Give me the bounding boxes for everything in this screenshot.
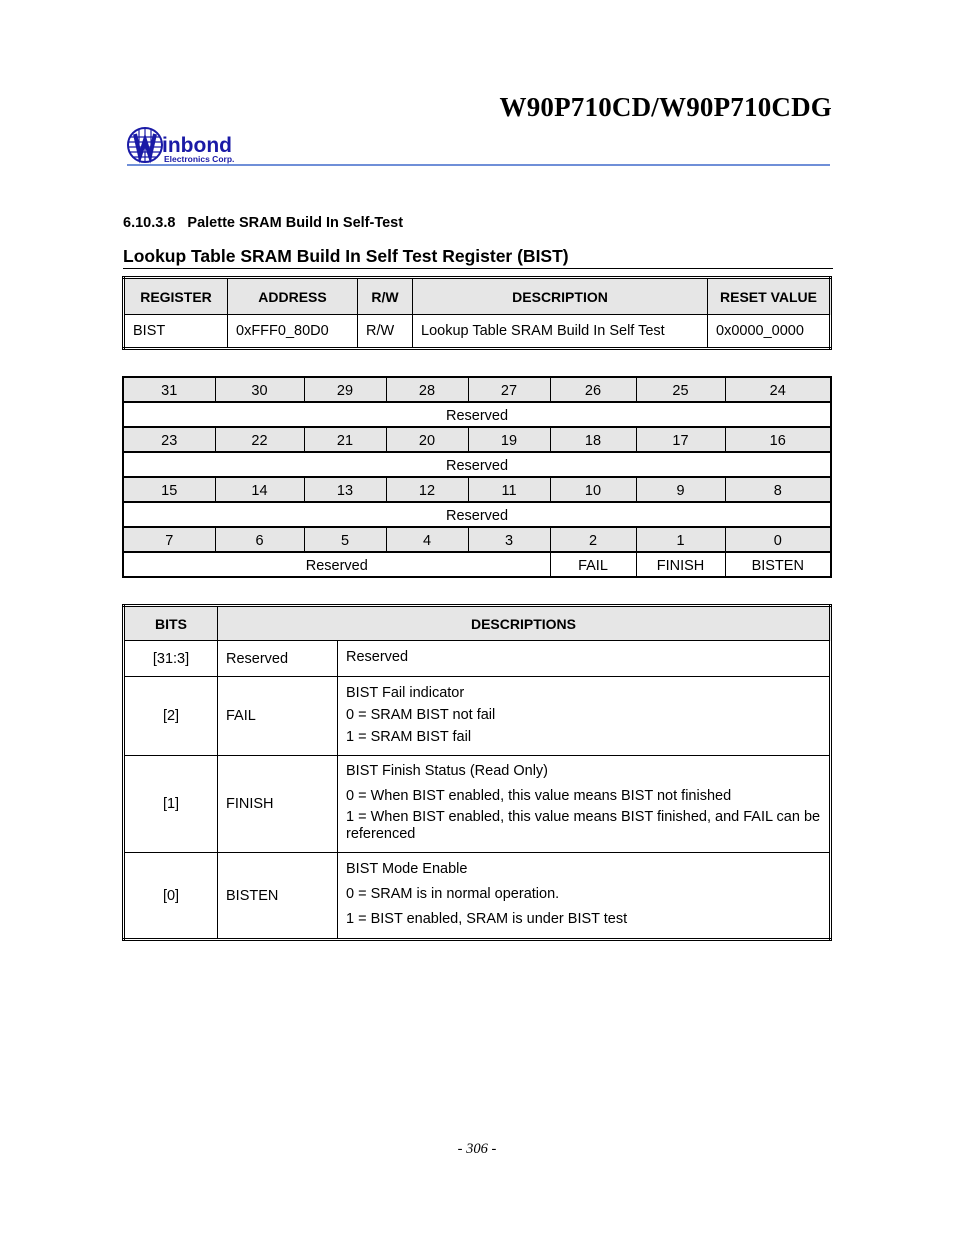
header-bits: BITS [124, 606, 218, 641]
bit-field-fail: FAIL [550, 552, 636, 577]
bit-number-row [123, 427, 831, 452]
bit-field-reserved: Reserved [123, 502, 831, 527]
register-address: 0xFFF0_80D0 [228, 315, 358, 349]
bit-number: 15 [123, 477, 215, 502]
bit-number: 21 [304, 427, 386, 452]
bit-number: 4 [386, 527, 468, 552]
bit-number: 3 [468, 527, 550, 552]
bit-number: 11 [468, 477, 550, 502]
field-name: FINISH [218, 756, 338, 853]
bit-number: 8 [725, 477, 831, 502]
header-description: DESCRIPTION [413, 278, 708, 315]
register-description: Lookup Table SRAM Build In Self Test [413, 315, 708, 349]
description-line: Reserved [346, 649, 409, 665]
field-name: BISTEN [218, 853, 338, 940]
bit-number: 1 [636, 527, 725, 552]
bit-number-row [123, 477, 831, 502]
field-description [338, 641, 831, 677]
field-name: FAIL [218, 677, 338, 756]
bit-number: 26 [550, 377, 636, 402]
register-title: Lookup Table SRAM Build In Self Test Register (BIST) [123, 246, 569, 266]
header-address: ADDRESS [228, 278, 358, 315]
bit-field-reserved: Reserved [123, 552, 550, 577]
bit-field-row [123, 402, 831, 427]
bit-field-row [123, 552, 831, 577]
bit-number: 18 [550, 427, 636, 452]
bit-number: 27 [468, 377, 550, 402]
bit-range: [1] [124, 756, 218, 853]
description-line: 1 = SRAM BIST fail [346, 728, 472, 745]
field-description [338, 853, 831, 940]
bit-number: 16 [725, 427, 831, 452]
description-line: BIST Finish Status (Read Only) [346, 763, 549, 779]
bit-number: 13 [304, 477, 386, 502]
register-table-header [124, 278, 831, 315]
bit-field-row [123, 452, 831, 477]
bit-number: 7 [123, 527, 215, 552]
bit-field-reserved: Reserved [123, 452, 831, 477]
description-line: BIST Mode Enable [346, 861, 468, 877]
bit-number: 2 [550, 527, 636, 552]
bit-field-reserved: Reserved [123, 402, 831, 427]
bit-number: 20 [386, 427, 468, 452]
header-reset-value: RESET VALUE [708, 278, 831, 315]
description-line: 0 = SRAM is in normal operation. [346, 886, 560, 902]
bit-number: 23 [123, 427, 215, 452]
document-title: W90P710CD/W90P710CDG [499, 92, 832, 122]
section-heading [123, 215, 403, 231]
bit-number: 29 [304, 377, 386, 402]
bit-number: 19 [468, 427, 550, 452]
bit-field-bisten: BISTEN [725, 552, 831, 577]
field-description [338, 677, 831, 756]
field-name: Reserved [218, 641, 338, 677]
description-line: 0 = When BIST enabled, this value means BIST not finished [346, 788, 732, 804]
bit-number: 28 [386, 377, 468, 402]
section-number: 6.10.3.8 [123, 215, 176, 231]
register-table [122, 276, 832, 350]
bit-number: 0 [725, 527, 831, 552]
bit-number: 31 [123, 377, 215, 402]
bit-number: 24 [725, 377, 831, 402]
bit-range: [2] [124, 677, 218, 756]
register-title-underline [123, 268, 833, 269]
description-line: 1 = When BIST enabled, this value means BIST finished, and FAIL can be referenced [346, 809, 821, 842]
header-descriptions: DESCRIPTIONS [218, 606, 831, 641]
bit-number: 30 [215, 377, 304, 402]
bit-number: 14 [215, 477, 304, 502]
field-description [338, 756, 831, 853]
page-number: - 306 - [457, 1141, 497, 1157]
bit-number: 6 [215, 527, 304, 552]
bit-number: 17 [636, 427, 725, 452]
table-row [124, 756, 831, 853]
bit-range: [31:3] [124, 641, 218, 677]
winbond-logo [127, 125, 257, 167]
bit-number-row [123, 527, 831, 552]
table-row [124, 853, 831, 940]
bit-field-row [123, 502, 831, 527]
description-line: 0 = SRAM BIST not fail [346, 706, 496, 723]
table-row [124, 315, 831, 349]
table-row [124, 641, 831, 677]
descriptions-header [124, 606, 831, 641]
bit-number: 5 [304, 527, 386, 552]
bit-range: [0] [124, 853, 218, 940]
bit-number: 22 [215, 427, 304, 452]
description-line: BIST Fail indicator [346, 684, 465, 701]
bit-number: 9 [636, 477, 725, 502]
bit-descriptions-table [122, 604, 832, 941]
bit-number: 12 [386, 477, 468, 502]
register-reset-value: 0x0000_0000 [708, 315, 831, 349]
section-title: Palette SRAM Build In Self-Test [187, 215, 404, 231]
svg-text:inbond: inbond [162, 134, 232, 157]
bit-field-finish: FINISH [636, 552, 725, 577]
bit-number: 10 [550, 477, 636, 502]
register-name: BIST [124, 315, 228, 349]
header-rw: R/W [358, 278, 413, 315]
bit-map-table [122, 376, 832, 578]
header-divider [127, 164, 830, 166]
header-register: REGISTER [124, 278, 228, 315]
table-row [124, 677, 831, 756]
bit-number: 25 [636, 377, 725, 402]
svg-text:Electronics Corp.: Electronics Corp. [164, 154, 235, 164]
bit-number-row [123, 377, 831, 402]
description-line: 1 = BIST enabled, SRAM is under BIST test [346, 911, 628, 927]
register-rw: R/W [358, 315, 413, 349]
